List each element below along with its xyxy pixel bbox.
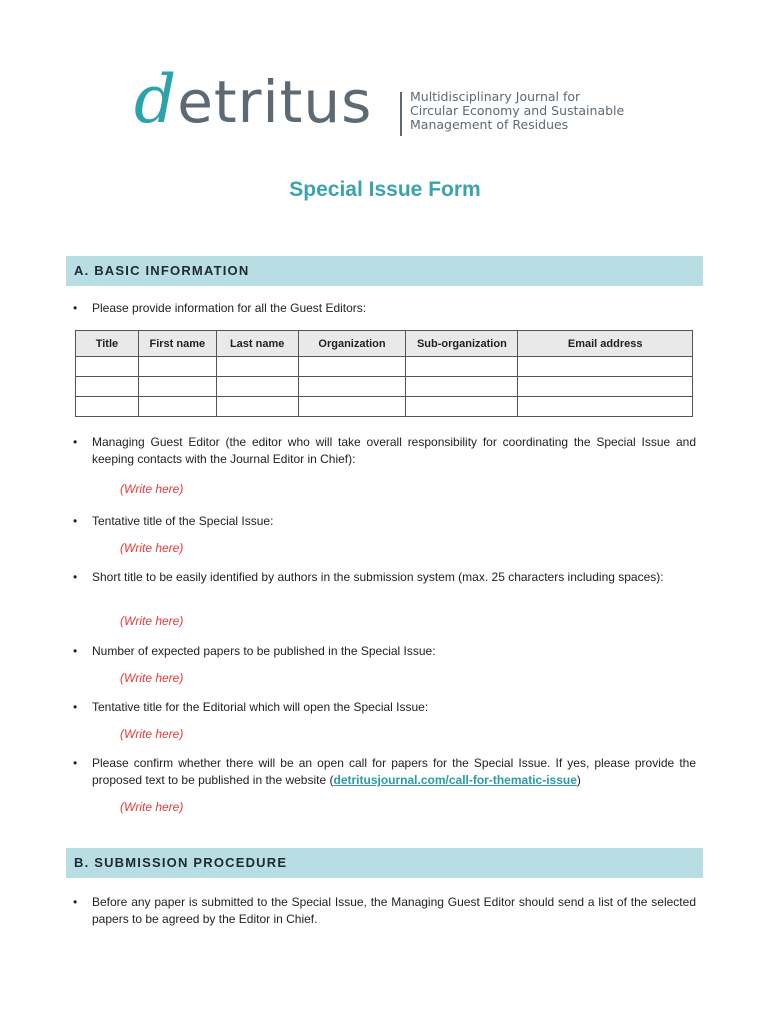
table-cell[interactable] <box>406 357 518 377</box>
col-organization: Organization <box>298 331 406 357</box>
table-cell[interactable] <box>138 397 216 417</box>
table-cell[interactable] <box>298 357 406 377</box>
table-row <box>76 377 693 397</box>
table-cell[interactable] <box>216 397 298 417</box>
col-sub-organization: Sub-organization <box>406 331 518 357</box>
tentative-title-prompt: • Tentative title of the Special Issue: <box>92 513 696 530</box>
table-cell[interactable] <box>76 377 139 397</box>
table-cell[interactable] <box>76 357 139 377</box>
call-for-issue-link[interactable]: detritusjournal.com/call-for-thematic-issue <box>333 773 577 787</box>
tentative-title-answer[interactable]: (Write here) <box>120 541 184 555</box>
col-title: Title <box>76 331 139 357</box>
logo-tagline: Multidisciplinary Journal for Circular Economy and Sustainable Management of Residues <box>410 89 625 132</box>
table-cell[interactable] <box>518 357 693 377</box>
guest-editors-table <box>75 330 693 417</box>
col-first-name: First name <box>138 331 216 357</box>
logo-wordmark: detritus <box>134 61 373 138</box>
table-cell[interactable] <box>298 397 406 417</box>
num-papers-prompt: • Number of expected papers to be published in the Special Issue: <box>92 643 696 660</box>
page-title: Special Issue Form <box>289 178 481 201</box>
editors-prompt: • Please provide information for all the Guest Editors: <box>92 300 696 317</box>
submission-procedure-text: • Before any paper is submitted to the Special Issue, the Managing Guest Editor should send a list of the selected papers to be agreed by the Editor in Chief. <box>92 894 696 928</box>
short-title-answer[interactable]: (Write here) <box>120 614 184 628</box>
table-cell[interactable] <box>406 397 518 417</box>
table-cell[interactable] <box>518 377 693 397</box>
managing-editor-answer[interactable]: (Write here) <box>120 482 184 496</box>
table-cell[interactable] <box>518 397 693 417</box>
table-cell[interactable] <box>406 377 518 397</box>
table-cell[interactable] <box>216 357 298 377</box>
table-row <box>76 357 693 377</box>
short-title-prompt: • Short title to be easily identified by authors in the submission system (max. 25 characters including spaces): <box>92 569 696 586</box>
section-a-heading: A. BASIC INFORMATION <box>66 256 703 286</box>
logo-separator <box>400 92 402 136</box>
managing-editor-prompt: • Managing Guest Editor (the editor who will take overall responsibility for coordinating the Special Issue and keeping contacts with the Journal Editor in Chief): <box>92 434 696 468</box>
table-cell[interactable] <box>216 377 298 397</box>
col-last-name: Last name <box>216 331 298 357</box>
open-call-answer[interactable]: (Write here) <box>120 800 184 814</box>
num-papers-answer[interactable]: (Write here) <box>120 671 184 685</box>
table-header-row <box>76 331 693 357</box>
table-cell[interactable] <box>76 397 139 417</box>
editorial-title-prompt: • Tentative title for the Editorial which will open the Special Issue: <box>92 699 696 716</box>
col-email: Email address <box>518 331 693 357</box>
open-call-prompt: • Please confirm whether there will be an open call for papers for the Special Issue. If yes, please provide the proposed text to be published in the website (detritusjournal.com/call-for-thematic-issue) <box>92 755 696 789</box>
table-cell[interactable] <box>138 357 216 377</box>
table-cell[interactable] <box>138 377 216 397</box>
table-row <box>76 397 693 417</box>
table-cell[interactable] <box>298 377 406 397</box>
editorial-title-answer[interactable]: (Write here) <box>120 727 184 741</box>
journal-logo <box>134 62 634 142</box>
section-b-heading: B. SUBMISSION PROCEDURE <box>66 848 703 878</box>
